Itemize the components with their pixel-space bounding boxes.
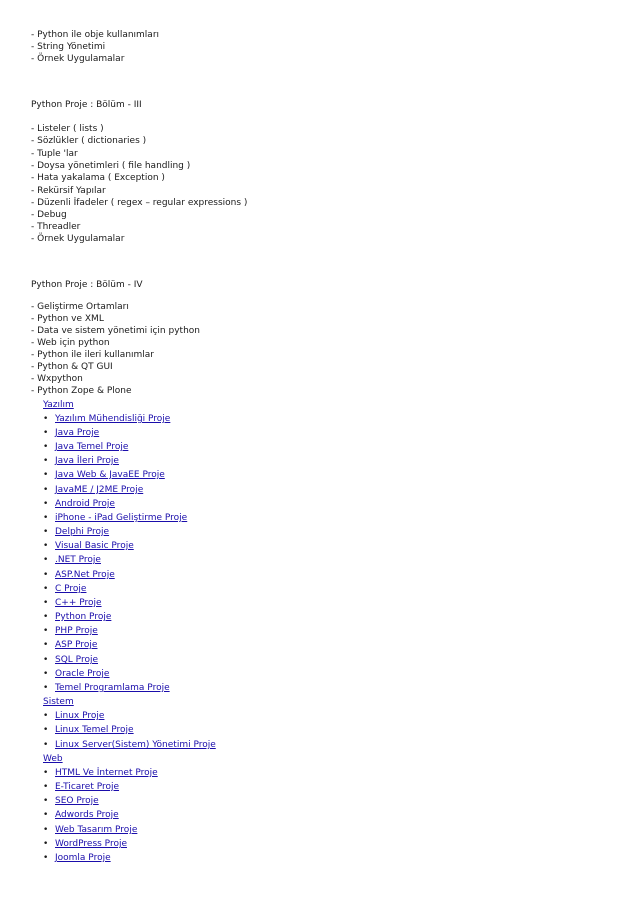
nav-link[interactable]: Python Proje — [55, 612, 112, 622]
bullet: • — [43, 655, 49, 665]
list-item — [43, 414, 170, 425]
category-link-yazilim[interactable]: Yazılım — [43, 400, 74, 410]
nav-link[interactable]: Linux Temel Proje — [55, 725, 134, 735]
bullet: • — [43, 825, 49, 835]
text-line: - Geliştirme Ortamları — [31, 302, 129, 312]
bullet: • — [43, 470, 49, 480]
nav-link[interactable]: .NET Proje — [55, 555, 101, 565]
text-line: - Python Zope & Plone — [31, 386, 132, 396]
bullet: • — [43, 456, 49, 466]
list-item — [43, 527, 109, 538]
list-item — [43, 683, 170, 694]
nav-link[interactable]: C Proje — [55, 584, 87, 594]
text-line: - Debug — [31, 210, 67, 220]
list-item — [43, 442, 128, 453]
list-item — [43, 612, 111, 623]
text-line: - Data ve sistem yönetimi için python — [31, 326, 200, 336]
section-title: Python Proje : Bölüm - III — [31, 100, 142, 110]
text-line: - Sözlükler ( dictionaries ) — [31, 136, 147, 146]
list-item — [43, 725, 134, 736]
nav-link[interactable]: Oracle Proje — [55, 669, 110, 679]
list-item — [43, 470, 165, 481]
bullet: • — [43, 570, 49, 580]
text-line: - Tuple 'lar — [31, 149, 78, 159]
list-item — [43, 640, 97, 651]
bullet: • — [43, 810, 49, 820]
nav-link[interactable]: Linux Server(Sistem) Yönetimi Proje — [55, 740, 216, 750]
bullet: • — [43, 683, 49, 693]
nav-link[interactable]: Java Web & JavaEE Proje — [55, 470, 165, 480]
nav-link[interactable]: WordPress Proje — [55, 839, 127, 849]
nav-link[interactable]: iPhone - iPad Geliştirme Proje — [55, 513, 188, 523]
list-item — [43, 626, 98, 637]
text-line: - Doysa yönetimleri ( file handling ) — [31, 161, 191, 171]
bullet: • — [43, 499, 49, 509]
list-item — [43, 555, 101, 566]
list-item — [43, 839, 127, 850]
nav-link[interactable]: ASP.Net Proje — [55, 570, 115, 580]
bullet: • — [43, 414, 49, 424]
nav-link[interactable]: C++ Proje — [55, 598, 102, 608]
text-line: - Python ile obje kullanımları — [31, 30, 160, 40]
section-title: Python Proje : Bölüm - IV — [31, 280, 143, 290]
nav-link[interactable]: Temel Programlama Proje — [55, 683, 170, 693]
bullet: • — [43, 711, 49, 721]
text-line: - Hata yakalama ( Exception ) — [31, 173, 165, 183]
list-item — [43, 711, 104, 722]
nav-link[interactable]: SQL Proje — [55, 655, 98, 665]
nav-link[interactable]: Java Proje — [55, 428, 100, 438]
category-link-sistem[interactable]: Sistem — [43, 697, 74, 707]
list-item — [43, 598, 102, 609]
text-line: - Listeler ( lists ) — [31, 124, 104, 134]
list-item — [43, 456, 119, 467]
list-item — [43, 740, 216, 751]
bullet: • — [43, 527, 49, 537]
bullet: • — [43, 725, 49, 735]
bullet: • — [43, 428, 49, 438]
bullet: • — [43, 782, 49, 792]
nav-link[interactable]: Yazılım Mühendisliği Proje — [55, 414, 171, 424]
nav-link[interactable]: Adwords Proje — [55, 810, 119, 820]
bullet: • — [43, 513, 49, 523]
bullet: • — [43, 740, 49, 750]
list-item — [43, 499, 115, 510]
text-line: - Threadler — [31, 222, 81, 232]
bullet: • — [43, 555, 49, 565]
text-line: - Python ile ileri kullanımlar — [31, 350, 155, 360]
nav-link[interactable]: Java Temel Proje — [55, 442, 129, 452]
text-line: - Python ve XML — [31, 314, 104, 324]
list-item — [43, 584, 86, 595]
text-line: - String Yönetimi — [31, 42, 106, 52]
list-item — [43, 570, 115, 581]
text-line: - Düzenli İfadeler ( regex – regular expressions ) — [31, 198, 248, 208]
category-link-web[interactable]: Web — [43, 754, 63, 764]
list-item — [43, 853, 111, 864]
nav-link[interactable]: JavaME / J2ME Proje — [55, 485, 144, 495]
text-line: - Örnek Uygulamalar — [31, 54, 125, 64]
nav-link[interactable]: Linux Proje — [55, 711, 105, 721]
nav-link[interactable]: E-Ticaret Proje — [55, 782, 120, 792]
bullet: • — [43, 485, 49, 495]
list-item — [43, 768, 158, 779]
bullet: • — [43, 640, 49, 650]
list-item — [43, 428, 99, 439]
text-line: - Rekürsif Yapılar — [31, 186, 106, 196]
text-line: - Web için python — [31, 338, 110, 348]
bullet: • — [43, 796, 49, 806]
list-item — [43, 825, 137, 836]
nav-link[interactable]: Visual Basic Proje — [55, 541, 134, 551]
bullet: • — [43, 612, 49, 622]
nav-link[interactable]: HTML Ve İnternet Proje — [55, 768, 158, 778]
bullet: • — [43, 768, 49, 778]
list-item — [43, 485, 143, 496]
nav-link[interactable]: Delphi Proje — [55, 527, 110, 537]
nav-link[interactable]: ASP Proje — [55, 640, 98, 650]
list-item — [43, 669, 109, 680]
list-item — [43, 782, 119, 793]
nav-link[interactable]: Android Proje — [55, 499, 115, 509]
list-item — [43, 541, 134, 552]
nav-link[interactable]: Joomla Proje — [55, 853, 111, 863]
text-line: - Wxpython — [31, 374, 83, 384]
nav-link[interactable]: Web Tasarım Proje — [55, 825, 138, 835]
list-item — [43, 655, 98, 666]
nav-link[interactable]: SEO Proje — [55, 796, 99, 806]
bullet: • — [43, 669, 49, 679]
bullet: • — [43, 584, 49, 594]
list-item — [43, 513, 187, 524]
bullet: • — [43, 442, 49, 452]
bullet: • — [43, 839, 49, 849]
nav-link[interactable]: Java İleri Proje — [55, 456, 119, 466]
list-item — [43, 810, 119, 821]
text-line: - Örnek Uygulamalar — [31, 234, 125, 244]
nav-link[interactable]: PHP Proje — [55, 626, 98, 636]
bullet: • — [43, 598, 49, 608]
bullet: • — [43, 626, 49, 636]
text-line: - Python & QT GUI — [31, 362, 113, 372]
bullet: • — [43, 541, 49, 551]
list-item — [43, 796, 99, 807]
bullet: • — [43, 853, 49, 863]
